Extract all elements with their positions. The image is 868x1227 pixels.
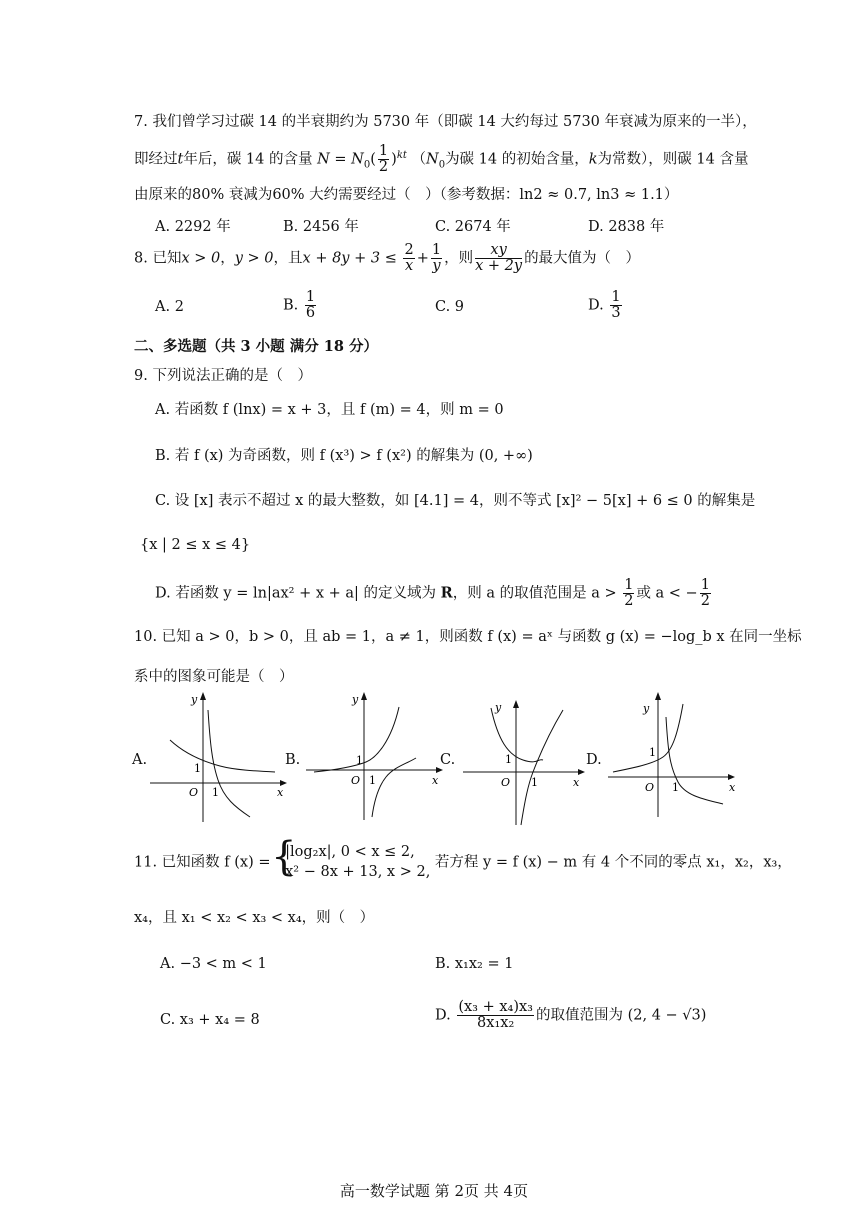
q7-option-b: B. 2456 年 (283, 219, 359, 235)
q9-option-c-line2: {x | 2 ≤ x ≤ 4} (140, 537, 251, 553)
q11-stem: 11. 已知函数 f (x) = { |log₂x|, 0 < x ≤ 2, x² − 8x + 13, x > 2, 若方程 y = f (x) − m 有 4 个不同的零点 x₁，x₂，x₃， (134, 843, 792, 882)
graph-b-origin: O (351, 774, 361, 787)
graph-a-x-label: x (277, 786, 284, 799)
q9-option-a: A. 若函数 f (lnx) = x + 3，且 f (m) = 4，则 m = 0 (155, 402, 504, 418)
graph-d-label: D. (586, 752, 602, 768)
graph-d-x1: 1 (672, 781, 679, 794)
q10-line1: 10. 已知 a > 0，b > 0，且 ab = 1，a ≠ 1，则函数 f (x) = aˣ 与函数 g (x) = −log_b x 在同一坐标 (134, 629, 802, 645)
graph-d-y-label: y (643, 702, 650, 715)
graph-a-label: A. (132, 752, 148, 768)
q9-option-c-line1: C. 设 [x] 表示不超过 x 的最大整数，如 [4.1] = 4，则不等式 [x]² − 5[x] + 6 ≤ 0 的解集是 (155, 493, 756, 509)
graph-c-y-label: y (495, 701, 502, 714)
graph-d-origin: O (645, 781, 655, 794)
graph-b-y1: 1 (356, 754, 363, 767)
q10-line2: 系中的图象可能是（ ） (134, 669, 294, 685)
graph-a-x1: 1 (212, 786, 219, 799)
q11-option-a: A. −3 < m < 1 (160, 956, 267, 972)
graph-b-x1: 1 (369, 774, 376, 787)
q8-stem: 8. 已知x > 0，y > 0，且x + 8y + 3 ≤ $\frac{2}{x}$ + $\frac{1}{y}$ ，则 $\frac{xy}{x + 2y}$ 的最大值为（ ） (134, 242, 641, 275)
graph-a-origin: O (189, 786, 199, 799)
q9-stem: 9. 下列说法正确的是（ ） (134, 368, 312, 384)
graph-b-x-label: x (432, 774, 439, 787)
graph-d (608, 692, 738, 827)
graph-c-label: C. (440, 752, 456, 768)
page-footer: 高一数学试题 第 2页 共 4页 (339, 1182, 529, 1200)
q7-line3: 由原来的80% 衰减为60% 大约需要经过（ ）（参考数据：ln2 ≈ 0.7, ln3 ≈ 1.1） (134, 187, 679, 203)
q7-line2: 即经过t年后，碳 14 的含量 $N = N_0$( $\frac{1}{2}$ )$^{kt}$ （$N_0$为碳 14 的初始含量，k为常数），则碳 14 含量 (134, 143, 749, 176)
graph-b-label: B. (285, 752, 301, 768)
q7-line1: 7. 我们曾学习过碳 14 的半衰期约为 5730 年（即碳 14 大约每过 5730 年衰减为原来的一半）， (134, 114, 757, 130)
graph-a-y1: 1 (194, 762, 201, 775)
graph-a (150, 692, 290, 827)
q11-option-c: C. x₃ + x₄ = 8 (160, 1012, 260, 1028)
q9-option-b: B. 若 f (x) 为奇函数，则 f (x³) > f (x²) 的解集为 (0, +∞) (155, 448, 533, 464)
q9-option-d: D. 若函数 y = ln|ax² + x + a| 的定义域为 R，则 a 的取值范围是 a > $\frac{1}{2}$ 或 a < − $\frac{1}{2}$ (155, 577, 710, 610)
graph-c (463, 700, 588, 828)
graph-b-y-label: y (352, 693, 359, 706)
graph-b (306, 692, 446, 827)
graph-d-x-label: x (729, 781, 736, 794)
q7-option-a: A. 2292 年 (155, 219, 231, 235)
graph-d-y1: 1 (649, 746, 656, 759)
q8-option-c: C. 9 (435, 299, 465, 315)
graph-c-origin: O (501, 776, 511, 789)
q11-line2: x₄，且 x₁ < x₂ < x₃ < x₄，则（ ） (134, 910, 375, 926)
section-heading: 二、多选题（共 3 小题 满分 18 分） (134, 338, 379, 355)
q7-option-d: D. 2838 年 (588, 219, 665, 235)
q8-option-a: A. 2 (155, 299, 184, 315)
q11-piecewise: { |log₂x|, 0 < x ≤ 2, x² − 8x + 13, x > 2, (275, 843, 430, 882)
q11-option-d: D. $\frac{\text{(x₃ + x₄)x₃}}{\text{8x₁x₂}}$ 的取值范围为 (2, 4 − √3) (435, 999, 707, 1032)
graph-c-y1: 1 (505, 753, 512, 766)
q11-option-b: B. x₁x₂ = 1 (435, 956, 514, 972)
q8-option-b: B. $\frac{1}{6}$ (283, 289, 316, 322)
graph-a-y-label: y (191, 693, 198, 706)
q7-option-c: C. 2674 年 (435, 219, 511, 235)
q8-option-d: D. $\frac{1}{3}$ (588, 289, 621, 322)
graph-c-x1: 1 (531, 776, 538, 789)
graph-c-x-label: x (573, 776, 580, 789)
